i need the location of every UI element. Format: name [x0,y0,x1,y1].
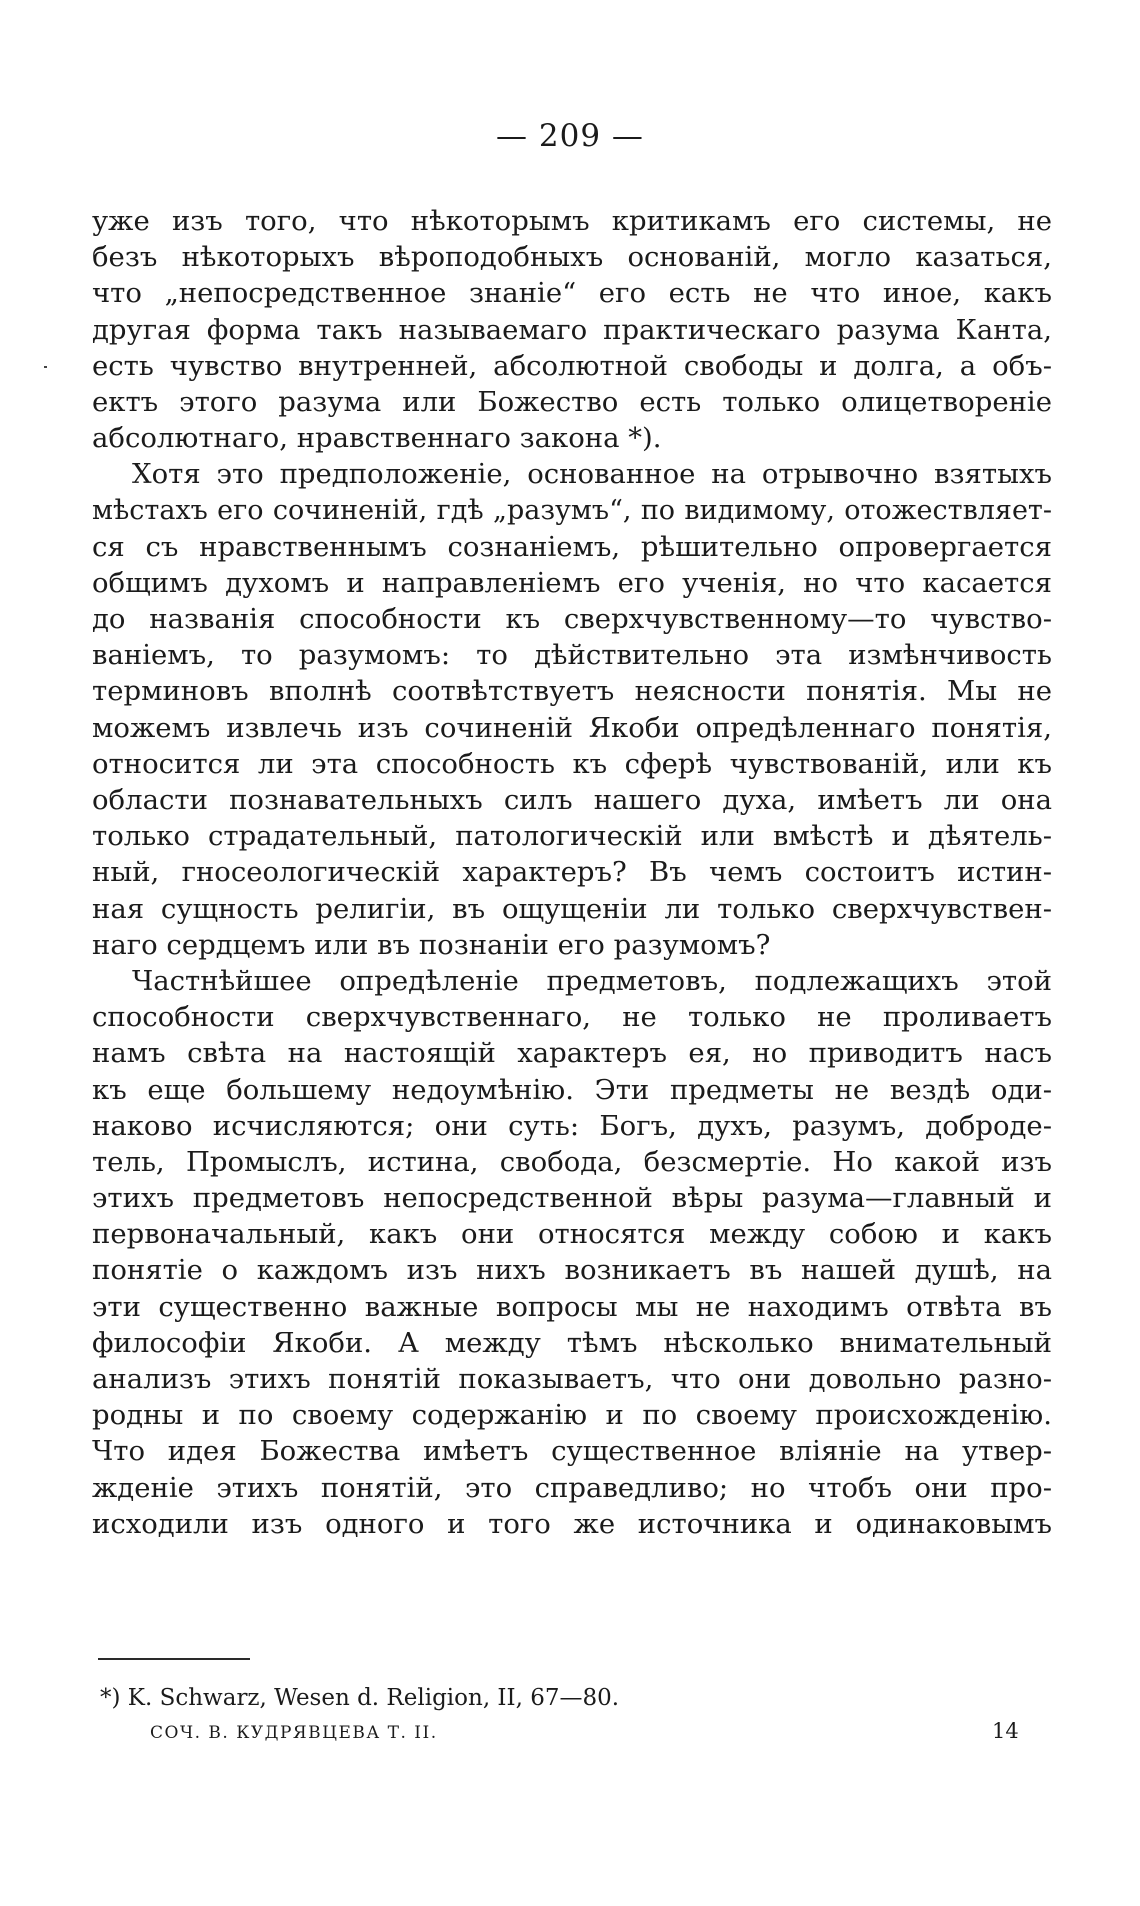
footnote-divider [98,1658,250,1660]
text-line: ваніемъ, то разумомъ: то дѣйствительно эта измѣнчивость [92,639,1052,672]
text-line: Хотя это предположеніе, основанное на отрывочно взятыхъ [132,458,1052,491]
text-line: уже изъ того, что нѣкоторымъ критикамъ его системы, не [92,205,1052,237]
text-line: къ еще большему недоумѣнію. Эти предметы не вездѣ оди- [92,1073,1052,1106]
text-line: понятіе о каждомъ изъ нихъ возникаетъ въ нашей душѣ, на [92,1254,1052,1287]
text-line: есть чувство внутренней, абсолютной свободы и долга, а объ- [92,349,1052,382]
text-line: философіи Якоби. А между тѣмъ нѣсколько внимательный [92,1326,1052,1359]
printer-signature: СОЧ. В. КУДРЯВЦЕВА Т. II. [150,1723,438,1743]
text-line: первоначальный, какъ они относятся между собою и какъ [92,1218,1052,1251]
page-number: — 209 — [496,118,644,154]
sheet-number: 14 [992,1719,1019,1743]
text-line: ся съ нравственнымъ сознаніемъ, рѣшительно опровергается [92,530,1052,563]
text-line: этихъ предметовъ непосредственной вѣры разума—главный и [92,1182,1052,1215]
paragraph-1 [92,203,1052,456]
text-line: безъ нѣкоторыхъ вѣроподобныхъ основаній, могло казаться, [92,241,1052,274]
text-line: наково исчисляются; они суть: Богъ, духъ, разумъ, доброде- [92,1109,1052,1142]
paragraph-2 [92,456,1052,963]
text-line: Что идея Божества имѣетъ существенное вліяніе на утвер- [92,1435,1052,1468]
text-line: ная сущность религіи, въ ощущеніи ли только сверхчувствен- [92,892,1052,925]
text-line: относится ли эта способность къ сферѣ чувствованій, или къ [92,747,1052,780]
text-line: ектъ этого разума или Божество есть только олицетвореніе [92,385,1052,418]
text-line: родны и по своему содержанію и по своему происхожденію. [92,1399,1052,1432]
paragraph-3 [92,963,1052,1542]
text-line: намъ свѣта на настоящій характеръ ея, но приводитъ насъ [92,1037,1052,1070]
text-line: Частнѣйшее опредѣленіе предметовъ, подлежащихъ этой [132,964,1052,997]
text-line: до названія способности къ сверхчувственному—то чувство- [92,603,1052,636]
text-line: тель, Промыслъ, истина, свобода, безсмертіе. Но какой изъ [92,1145,1052,1178]
print-speck [44,366,47,368]
text-line: другая форма такъ называемаго практическаго разума Канта, [92,313,1052,346]
text-line: исходили изъ одного и того же источника и одинаковымъ [92,1507,1052,1540]
text-line: наго сердцемъ или въ познаніи его разумомъ? [92,928,771,961]
text-line: только страдательный, патологическій или вмѣстѣ и дѣятель- [92,820,1052,853]
text-line: жденіе этихъ понятій, это справедливо; но чтобъ они про- [92,1471,1052,1504]
text-line: способности сверхчувственнаго, не только не проливаетъ [92,1001,1052,1034]
text-line: общимъ духомъ и направленіемъ его ученія, но что касается [92,566,1052,599]
text-line: можемъ извлечь изъ сочиненій Якоби опредѣленнаго понятія, [92,711,1052,744]
text-line: анализъ этихъ понятій показываетъ, что они довольно разно- [92,1363,1052,1395]
text-line: абсолютнаго, нравственнаго закона *). [92,422,662,455]
text-line: области познавательныхъ силъ нашего духа, имѣетъ ли она [92,784,1052,816]
text-line: ный, гносеологическій характеръ? Въ чемъ состоитъ истин- [92,856,1052,889]
text-line: мѣстахъ его сочиненій, гдѣ „разумъ“, по видимому, отожествляет- [92,494,1052,526]
text-line: эти существенно важные вопросы мы не находимъ отвѣта въ [92,1290,1052,1323]
footnote: *) K. Schwarz, Wesen d. Religion, II, 67—80. [100,1685,620,1711]
text-line: терминовъ вполнѣ соотвѣтствуетъ неясности понятія. Мы не [92,675,1052,708]
text-line: что „непосредственное знаніе“ его есть не что иное, какъ [92,277,1052,310]
body-text [92,203,1052,1542]
